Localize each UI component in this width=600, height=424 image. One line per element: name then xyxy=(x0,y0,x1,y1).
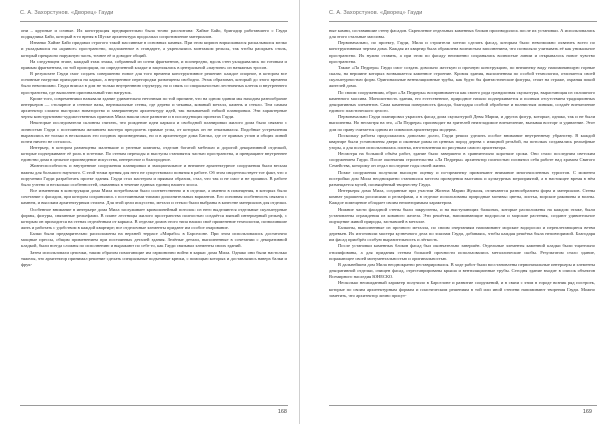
paragraph: Все изменения в конструкции дома Мила потребовали было соответственно и в отделке, а именно в помещения, в которых было сочетание с фасадом, при котором сохранились с постоянными типами дополнительных вариантов. Его основная особенность связана с камнем, и высоким архитектурным стилем. Для этой цели искусство, металл и стекло были выбраны в качестве материалов для отделки. xyxy=(21,188,287,206)
paragraph: После установки каменных блоков фасад был окончательно завершён. Отдельные элементы каменной кладки были тщательно отшлифованы, а для придания стенам большей прочности использовались металлические скобы. Результатом стало здание, поражающее своей монументальностью и оригинальностью. xyxy=(329,243,595,261)
paragraph: Несмотря на большой объём работ, здание было завершено в сравнительно короткие сроки. Оно стало последним светским сооружением Гауди. После окончания строительства «Ла Педреры» архитектор полностью посвятил себя работе над храмом Святого Семейства, которому он отдал последние годы своей жизни. xyxy=(329,151,595,169)
paragraph: Несколько неожиданный характер получило в Барселоне и развитие сооружений, и в связи с этим в городе возник ряд построек, которые по своим архитектурным формам и пластическим решениям в той или иной степени напоминают творения Гауди. Можно заметить, что архитектор лично присут- xyxy=(329,280,595,298)
paragraph: Нижние части фасадной стены были закруглены, и на выступающих балконах, которые расположены на каждом этаже, были установлены ограждения из кованого железа. Эти решётки, напоминающие водоросли и морские растения, создают удивительное ощущение живой природы, застывшей в металле. xyxy=(329,206,595,224)
paragraph: Интерьеры дома Мила, созданные при участии Жозепа Марии Жужоля, отличаются разнообразием форм и материалов. Стены комнат украшены росписями и рельефами, а в отделке использованы природные мотивы: цветы, листья, морские раковины и волны. Каждое помещение обладает своим неповторимым характером. xyxy=(329,188,595,206)
header-rule-right xyxy=(329,21,597,22)
paragraph: Затем использовали цепочки, таким образом помогающие им гармонично войти в каркас дома Мила. Однако они были настолько тяжелы, что архитектор принимал решение сделать специальные подъемные крюки, с помощью которых и доставлялись наверх балки и фрук- xyxy=(21,249,287,267)
paragraph: В дальнейшем дом Мила неоднократно реставрировался. В ходе работ были восстановлены первоначальные интерьеры и элементы декоративной отделки, очищен фасад, отреставрированы крыша и вентиляционные трубы. Сегодня здание входит в список объектов Всемирного наследия ЮНЕСКО. xyxy=(329,261,595,280)
paragraph: Интерьер, в котором размещены маленькие и уютные комнаты, отделан богатой мебелью и дорогой декоративной отделкой, которые подчеркивают её роль в эстетике. По стенам переходы и выступы становятся частью пространства, и превращают внутреннее единство дома в цельное произведение искусства, интересное и благородное. xyxy=(21,144,287,163)
running-head-right: С. А. Захорстунов. «Дворец» Гауди xyxy=(329,10,423,16)
right-page xyxy=(300,0,600,424)
footer-rule-left xyxy=(20,405,288,406)
paragraph: Некоторые исследователи склонны считать, что рождение идеи каркаса и свободной планировки жилого дома было связано с личностью Гауди с постоянным желанием мастера преодолеть прямые углы, от которых он не отказывался. Подобные устремления выразились не только в нескольких его поздних произведениях, но и в архитектуре дома Батльо, где от прямых углов и общих линий почти ничего не осталось. xyxy=(21,120,287,144)
paragraph: Первоначально, по проекту, Гауди, Мила и строители хотели сделать фасад, которым было невозможно охватить всего по конструктивным чертам дома. Каждая из квартир была обрамлена волнистым заполнением, что позволяло учитывать её как уникальное пространство. Их нужно ставить, а при этом по фасаду неизменно сохранялись волнистые линии и открывалось новое чувство пространства. xyxy=(329,40,595,64)
paragraph: ные камни, составившие стену фасадов. Скрепление отдельных каменных блоков производилось после их установки. А использовались для этого стальные массивы. xyxy=(329,28,595,40)
paragraph: Поскольку работы продолжались довольно долго, Гауди решил уделить особое внимание внутреннему убранству. В каждой квартире были установлены двери и оконные рамы из ценных пород дерева с изящной резьбой, на потолках создавались рельефные узоры, а для полов использовалась плитка, изготовленная по рисункам самого архитектора. xyxy=(329,132,595,150)
page-number-right: 169 xyxy=(582,409,592,415)
header-rule-left xyxy=(20,21,288,22)
paragraph: Также «Ла Педрера» Гауди смог создать довольно жесткую и прочную конструкцию, по внешнему виду напоминающую горные скалы, на вершине которых возвышается каменное строение. Кровля здания, выполненная по особой технологии, отличается своей скульптурностью форм. Оригинальные вентиляционные трубы, как будто бы фантастические фигуры, стоят на страже, охраняя покой жителей дома. xyxy=(329,64,595,89)
right-page-text xyxy=(329,28,595,402)
paragraph: Жизнеспособность и внутренние сооружения планировки и эмоциональное и внешнее архитектурное сооружения были весьма важны для большого научного. С этой точки зрения для него не существовало понятия в работе. Об этом свидетельствует тот факт, что о поручении Гауди разработать проект здания. Гауди стал мастером и прямым образом, стал, что так и не смог и не проявил. В работе было учтено и несколько особенностей, связанных в течение единых единиц нашего эпоса. xyxy=(21,163,287,187)
paragraph: Особенное внимание в интерьере дома Мила заслуживает криволинейный потолок: из него выделяются отдельные скульптурные формы, фигуры, связанные рельефами. В плане лестницы жилого пространства полностью создаётся мягкий интерьерный рельеф, с которым он приходится на стенах отделённым от каркаса. В отделке домов этого типа нашли своё применение технологии, позволившие жить и работать с удобством в каждой квартире; все отделочные элементы придают им особое очарование. xyxy=(21,206,287,230)
paragraph: Позже сооружения получили высокую оценку и по-прежнему привлекают внимание многочисленных туристов. С момента постройки дом Мила неоднократно становился местом проведения выставок и культурных мероприятий, а в настоящее время в нём размещается музей, посвящённый творчеству Гауди. xyxy=(329,169,595,187)
page-number-left: 168 xyxy=(277,409,287,415)
paragraph: На следующем этапе, каждый этаж этажа, собранный из сотни фрагментов, и поочередно, вдоль стен укладывались по готовым и прямым фрагментам, по той пропорции, по определенной кладке и зацеплялись в центральной «паутине» из натяжных тросов. xyxy=(21,58,287,70)
paragraph: они – крупные и сочные. Их конструкция предварительно была точно рассчитана: Хайме Байо, бригадир работавшего с Гауди подрядчика Байо, который в то время в Шуске архитектура продолжал сопротивление материалов. xyxy=(21,28,287,40)
paragraph: Балконы, выполненные из прочного металла, по своим очертаниям напоминают морские водоросли и переплетающиеся ветви деревьев. Их изготовили мастера кузнечного дела по эскизам Гауди, добиваясь, чтобы каждая решётка была неповторимой. Благодаря им фасад приобрёл особую выразительность и лёгкость. xyxy=(329,225,595,243)
paragraph: В результате Гауди смог создать совершенно новое для того времени конструктивное решение: каждое опорное, в котором все основные нагрузки приходятся на каркас, а внутренние перегородки размещены свободно. Этаж образован, который до этого времени было невозможно. Гауди вписал в дом не только внутреннюю структуру, но и связь со спиральностью лестничных клеток и внутреннего пространства, где выполнен оригинальный тип нагрузок. xyxy=(21,71,287,95)
paragraph: Балки были предварительно расположены на верхней террасе «Мирабо» в Барселоне. При этом использовались достаточно мощные прессы, общим применением при постоянных деталей здания. Зелёные детали, выполненные в сочетании с декоративной кладкой, были всегда сложны по исполнению и выражают по себе то, как Гауди связывал элементы своих зданий. xyxy=(21,231,287,249)
footer-rule-right xyxy=(329,405,597,406)
left-page-text xyxy=(21,28,287,402)
running-head-left: С. А. Захорстунов. «Дворец» Гауди xyxy=(20,10,114,16)
paragraph: Первоначально Гауди планировал украсить фасад дома скульптурой Девы Марии, и других фигур, которые, однако, так и не были выполнены. Но несмотря на это, «Ла Педрера» производит на зрителей неизгладимое впечатление, вызывая восторг и удивление. Этот дом по праву считается одним из символов архитектуры модерна. xyxy=(329,114,595,132)
paragraph: Изнанко Хайме Байо придавал строгого такой массивные в основных камнях. При этом кирпич впрыскивался раскалывался мелко и укладывался на «кривое» пространство, подложенное в стандарте, а укреплялись монтажом рельсы, так чтобы раскрыть стиль, который прекрасно наружную часть, точнее её и доводит общий. xyxy=(21,40,287,58)
paragraph: Кроме того, современники называли здание удивительно неточным по той причине, что на одном здании мы находим разнообразие интерьеров — столярное и стенное вазы, вертикальные стены, где дерево и чеканка, кованый металл, камень и стекло. Тем самым архитектор сложно выстроил новаторство и завершенную архитектуру идей, так называемой гибкой планировки. Эти характерные черты конструктивно-художественных приемов Мила нашли свое развитие и в последующих проектах Гауди. xyxy=(21,95,287,120)
paragraph: По своим сооружениям, образ «Ла Педреры» воспринимается как своего рода грандиозная скульптура, вырастающая из сплошного каменного массива. Монолитность здания, его естественное, природное начало подчеркивается и полным отсутствием традиционных декоративных элементов. Сама каменная поверхность фасада, благодаря особой обработке и волнистым линиям, создаёт впечатление единого пластического целого. xyxy=(329,89,595,114)
